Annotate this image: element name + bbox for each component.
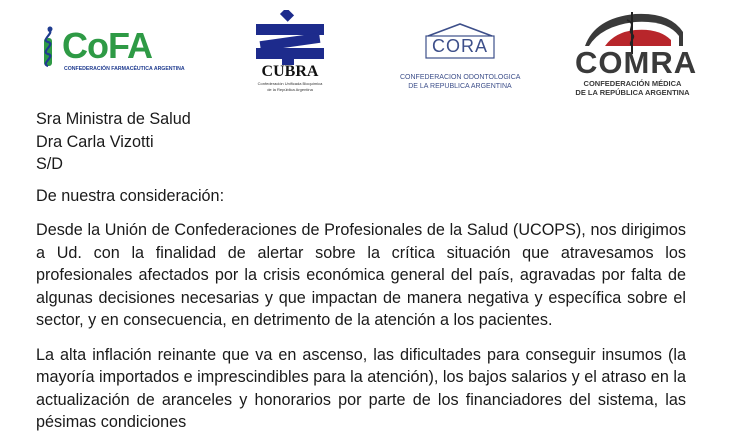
- cubra-emblem-icon: [250, 10, 330, 65]
- comra-subtitle-2: DE LA REPÚBLICA ARGENTINA: [575, 88, 690, 97]
- salutation: De nuestra consideración:: [36, 186, 225, 205]
- cubra-name: CUBRA: [261, 63, 319, 80]
- cora-logo: [400, 22, 520, 97]
- cora-subtitle-1: CONFEDERACION ODONTOLOGICA: [400, 74, 521, 81]
- cora-name: CORA: [431, 36, 488, 56]
- cora-subtitle-2: DE LA REPUBLICA ARGENTINA: [408, 83, 512, 90]
- letter-body: [36, 108, 686, 434]
- comra-logo: [575, 6, 698, 98]
- paragraph-2: La alta inflación reinante que va en ascenso, las dificultades para conseguir insumos (la mayoría importados e imprescindibles para la atención), los bajos salarios y el atraso en la actualización de aranceles y honorarios por parte de los financiadores del sistema, las pésimas condiciones: [36, 345, 686, 431]
- cofa-name: CoFA: [62, 25, 152, 66]
- comra-name: COMRA: [575, 45, 698, 80]
- cubra-logo: [250, 10, 330, 95]
- recipient-line: S/D: [36, 155, 63, 173]
- cubra-subtitle-1: Confederación Unificada Bioquímica: [257, 81, 323, 86]
- recipient-line: Dra Carla Vizotti: [36, 132, 154, 151]
- recipient-line: Sra Ministra de Salud: [36, 110, 191, 128]
- recipient-block: [36, 108, 686, 176]
- cofa-subtitle: CONFEDERACIÓN FARMACÉUTICA ARGENTINA: [64, 66, 185, 72]
- cofa-logo: [40, 18, 185, 78]
- comra-subtitle-1: CONFEDERACIÓN MÉDICA: [583, 79, 682, 88]
- logo-header: [0, 0, 730, 105]
- cubra-subtitle-2: de la República Argentina: [267, 87, 313, 92]
- paragraph-1: Desde la Unión de Confederaciones de Profesionales de la Salud (UCOPS), nos dirigimos a Ud. con la finalidad de alertar sobre la crítica situación que atravesamos los profesionales afectados por la crisis económica general del país, agravadas por falta de algunas decisiones necesarias y que impactan de manera negativa y específica sobre el sector, y en consecuencia, en detrimento de la atención a los pacientes.: [36, 221, 686, 329]
